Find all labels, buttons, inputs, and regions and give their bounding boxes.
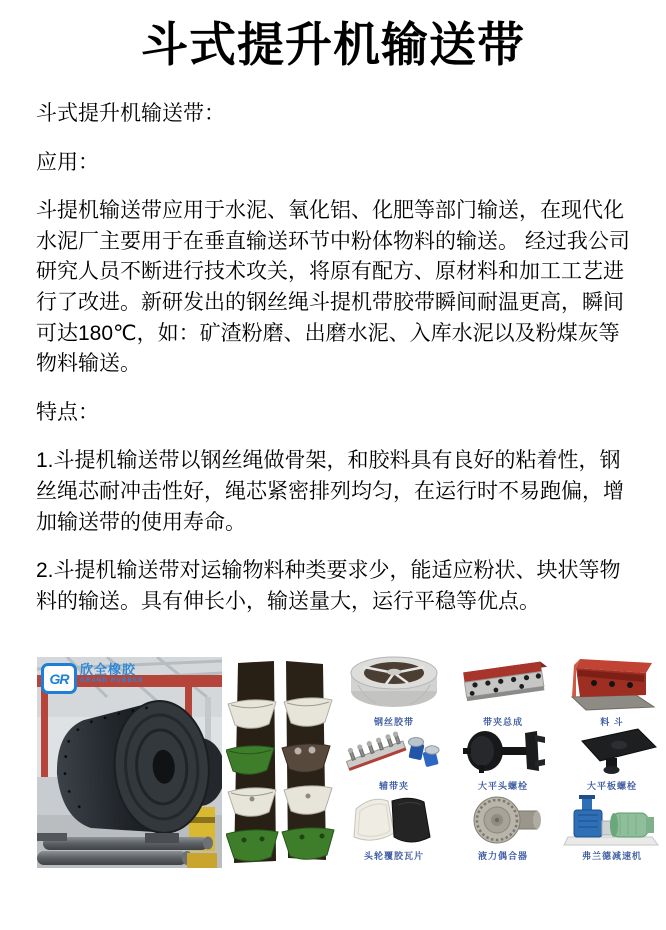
product-card-flat-plate-bolt [558, 731, 666, 795]
features-heading: 特点： [36, 400, 99, 424]
fluid-coupling-image [448, 793, 558, 847]
flat-head-bolt-image [448, 725, 558, 777]
application-heading: 应用： [36, 150, 99, 174]
flender-reducer-image [558, 793, 666, 847]
flat-plate-bolt-image [558, 725, 666, 777]
steel-wire-belt-image [340, 653, 448, 713]
product-label: 大平头螺栓 [477, 781, 528, 791]
bucket-panel-image [226, 657, 335, 863]
product-label: 液力偶合器 [477, 851, 528, 861]
product-card-flender-reducer [558, 795, 666, 865]
body-text [36, 99, 634, 635]
intro-heading: 斗式提升机输送带： [36, 102, 225, 125]
product-label: 料 斗 [600, 717, 624, 727]
product-card-clamp-assembly [448, 653, 558, 731]
bucket-display-photo [226, 657, 335, 863]
product-card-head-wheel-tiles [340, 795, 448, 865]
feature-item-2: 2.斗提机输送带对运输物料种类要求少，能适应粉状、块状等物料的输送。具有伸长小，输送量大，运行平稳等优点。 [36, 559, 621, 613]
hopper-image [558, 653, 666, 713]
feature-item-1: 1.斗提机输送带以钢丝绳做骨架，和胶料具有良好的粘着性，钢丝绳芯耐冲击性好，绳芯紧密排列均匀，在运行时不易跑偏，增加输送带的使用寿命。 [36, 449, 624, 534]
grand-rubber-logo [41, 663, 144, 694]
product-label: 弗兰德减速机 [581, 851, 642, 861]
product-label: 大平板螺栓 [586, 781, 637, 791]
logo-name-cn: 欣全橡胶 [80, 662, 137, 677]
belt-clamp-assembly-image [448, 653, 558, 713]
product-card-aux-belt-clamp [340, 731, 448, 795]
product-label: 钢丝胶带 [373, 717, 414, 727]
head-wheel-rubber-tiles-image [340, 793, 448, 847]
product-card-fluid-coupling [448, 795, 558, 865]
product-label: 头轮覆胶瓦片 [363, 851, 424, 861]
application-paragraph: 斗提机输送带应用于水泥、氧化铝、化肥等部门输送，在现代化水泥厂主要用于在垂直输送环节中粉体物料的输送。 经过我公司研究人员不断进行技术攻关，将原有配方、原材料和加工工艺进行了改进。新研发出的钢丝绳斗提机带胶带瞬间耐温更高，瞬间可达180℃，如：矿渣粉磨、出磨水泥、入库水泥以及粉煤灰等物料输送。 [36, 199, 630, 376]
factory-belt-roll-photo [37, 657, 222, 868]
logo-name-en: GRAND RUBBER [80, 678, 144, 684]
logo-gr-icon: GR [41, 663, 77, 694]
product-card-flat-head-bolt [448, 731, 558, 795]
product-card-hopper [558, 653, 666, 731]
product-label: 辅带夹 [378, 781, 409, 791]
product-card-steel-wire-belt [340, 653, 448, 731]
page-title: 斗式提升机输送带 [141, 18, 525, 71]
aux-belt-clamp-image [340, 725, 448, 777]
image-gallery [0, 648, 666, 930]
product-label: 带夹总成 [482, 717, 523, 727]
product-grid [340, 653, 666, 865]
